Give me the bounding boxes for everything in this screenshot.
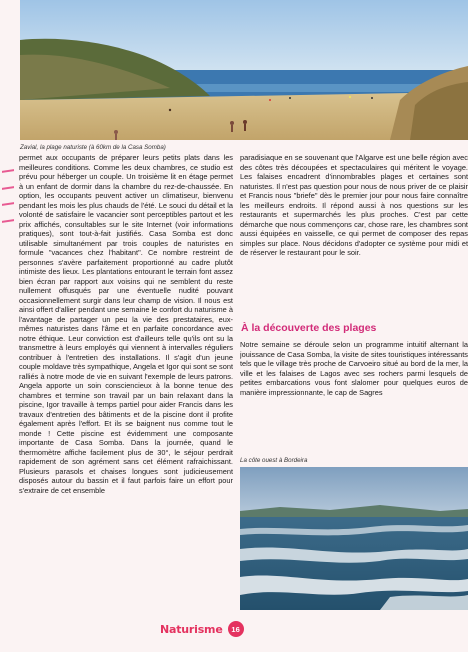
decorative-marks [2,170,16,240]
beach-photo [20,0,468,140]
magazine-logo: Naturisme [160,622,223,636]
right-body-text: paradisiaque en se souvenant que l'Algarve est une belle région avec des côtes très découpées et spectaculaires qui méritent le voyage. Les falaises encadrent d'innombrables plages et certaines sont naturistes. Il n'est pas question pour nous de nous priver de ce plaisir et Francis nous "briefe" dès le premier jour pour nous faire connaître les meilleurs endroits. Il répond aussi à nos questions sur les restaurants et supermarchés les plus proches. C'est par cette démarche que nous commençons car, chose rare, les chambres sont aussi équipées en vaisselle, ce qui permet de composer des repas simples sur place. Nous décidons d'adopter ce système pour midi et de réserver le restaurant pour le soir. [240,153,468,257]
top-photo-caption: Zavial, la plage naturiste (à 60km de la Casa Somba) [20,144,166,151]
section-body-text: Notre semaine se déroule selon un programme intuitif alternant la jouissance de Casa Somba, la visite de sites touristiques intéressants tels que le village très proche de Carvoeiro situé au bord de la mer, la ville et les falaises de Lagos avec ses rochers parmi lesquels de petites embarcations vous font slalomer pour quelques euros de manière impressionnante, le cap de Sagres [240,340,468,397]
sea-photo-caption: La côte ouest à Bordeira [240,457,308,464]
page-footer [160,621,244,637]
page-number: 16 [228,621,244,637]
left-text-column [19,153,233,593]
right-text-column [240,153,468,319]
coast-photo [240,467,468,610]
section-text-column [240,340,468,446]
section-heading: À la découverte des plages [241,322,377,334]
left-body-text: permet aux occupants de préparer leurs petits plats dans les meilleures conditions. Comme les deux chambres, ce studio est prévu pour héberger un couple. Un troisième lit en étage permet à un enfant de dormir dans la chambre du rez-de-chaussée. En option, les occupants peuvent activer un climatiseur, bienvenu pendant les mois les plus chauds de l'été. Le souci du détail et la volonté de satisfaire le vacancier sont perceptibles partout et les prix affichés, consultables sur le site Internet (voir informations pratiques), sont tout-à-fait justifiés. Casa Somba est donc utilisable simultanément par trois couples de naturistes en formule "vacances chez l'habitant". Ce nombre restreint de personnes s'avère parfaitement proportionné au cadre plutôt intimiste des lieux. Les plantations entourant le terrain font assez bien écran par rapport aux voisins qui ne semblent du reste nullement offusqués par une éventuelle nudité pouvant occasionnellement surgir dans leur champ de vision. Il nous est ainsi offert d'allier pendant une semaine le confort du naturisme à l'avantage de partager un peu la vie des prestataires, eux-mêmes naturistes dans l'âme et en parfaite concordance avec notre éthique. Leur conviction est d'ailleurs telle qu'ils ont su la transmettre à leurs employés qui viennent à intervalles réguliers contribuer à l'entretien des installations. Il s'agit d'un jeune couple moldave très sympathique, Angela et Igor qui sont se sont ralliés à notre mode de vie en suivant l'exemple de leurs patrons. Angela apporte un soin consciencieux à la bonne tenue des chambres et termine son travail par un bain relaxant dans la piscine, Igor travaille à temps partiel pour aider Francis dans les travaux d'entretien des bâtiments et de la piscine dont il profite également après l'effort. Et ils se baignent nus comme tout le monde ! Cette piscine est évidemment une composante importante de Casa Somba. Dans la journée, quand le thermomètre affiche facilement plus de 30°, le séjour perdrait rapidement de son agrément sans cet élément rafraichissant. Plusieurs parasols et chaises longues sont judicieusement disposés autour du bassin et il faut parfois faire un effort pour s'extraire de cet ensemble [19,153,233,495]
